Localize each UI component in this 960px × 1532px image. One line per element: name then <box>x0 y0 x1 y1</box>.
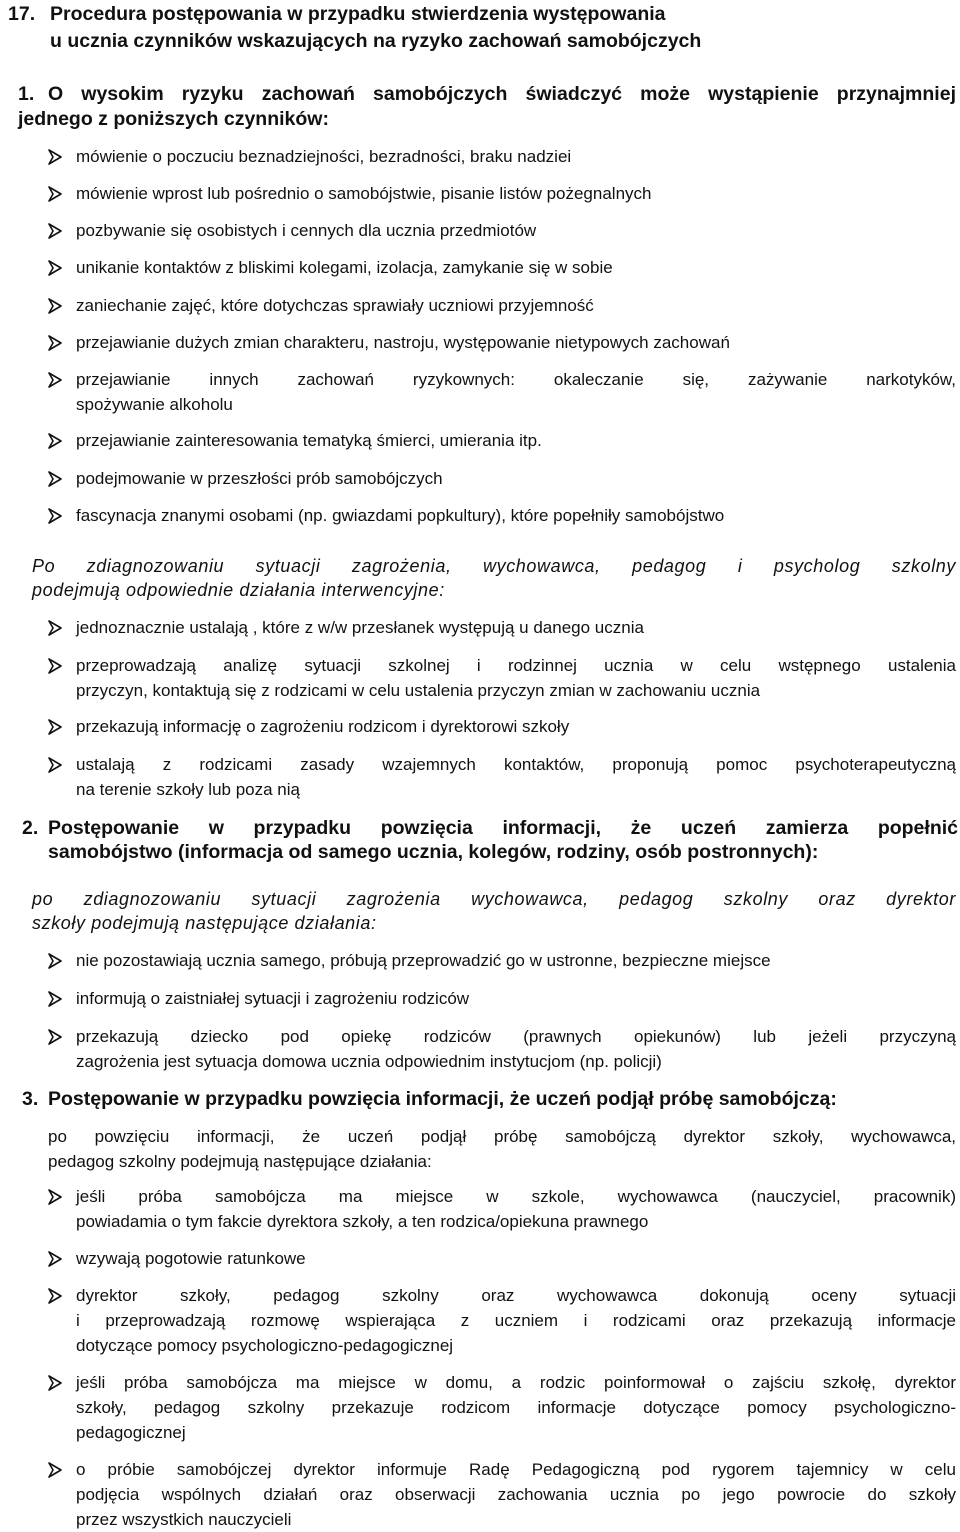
list-item-line: o próbie samobójczej dyrektor informuje Radę Pedagogiczną pod rygorem tajemnicy w celu <box>76 1460 956 1479</box>
point2-heading-line2: samobójstwo (informacja od samego ucznia, kolegów, rodziny, osób postronnych): <box>48 841 819 863</box>
list-item-line: pozbywanie się osobistych i cennych dla ucznia przedmiotów <box>76 221 537 240</box>
list-item-line: jeśli próba samobójcza ma miejsce w szkole, wychowawca (nauczyciel, pracownik) <box>76 1187 956 1206</box>
list-item-line: jednoznacznie ustalają , które z w/w przesłanek występują u danego ucznia <box>76 618 644 637</box>
list-item-line: podejmowanie w przeszłości prób samobójczych <box>76 469 443 488</box>
list-item-line: pedagogicznej <box>76 1423 186 1442</box>
intro-line: pedagog szkolny podejmują następujące działania: <box>48 1152 432 1171</box>
list-item-text <box>76 367 956 417</box>
section-number: 17. <box>8 3 36 25</box>
list-item-text <box>76 218 956 243</box>
list-item-line: fascynacja znanymi osobami (np. gwiazdami popkultury), które popełniły samobójstwo <box>76 506 725 525</box>
list-item-text <box>76 1457 956 1532</box>
list-item-line: przekazują dziecko pod opiekę rodziców (prawnych opiekunów) lub jeżeli przyczyną <box>76 1027 956 1046</box>
arrow-bullet-icon <box>48 184 62 200</box>
arrow-bullet-icon <box>48 1373 62 1389</box>
list-item-line: unikanie kontaktów z bliskimi kolegami, izolacja, zamykanie się w sobie <box>76 258 613 277</box>
point2-actions-intro <box>32 887 956 935</box>
point2-number: 2. <box>22 817 39 839</box>
intro-line: po powzięciu informacji, że uczeń podjął próbę samobójczą dyrektor szkoły, wychowawca, <box>48 1127 956 1146</box>
list-item-text <box>76 503 956 528</box>
list-item-line: mówienie o poczuciu beznadziejności, bezradności, braku nadziei <box>76 147 572 166</box>
italic-line: Po zdiagnozowaniu sytuacji zagrożenia, wychowawca, pedagog i psycholog szkolny <box>32 556 956 576</box>
point1-heading-line1: O wysokim ryzyku zachowań samobójczych świadczyć może wystąpienie przynajmniej <box>48 83 956 105</box>
list-item-line: szkoły, pedagog szkolny przekazuje rodzicom informacje dotyczące pomocy psychologiczno- <box>76 1398 956 1417</box>
list-item-line: przeprowadzają analizę sytuacji szkolnej i rodzinnej ucznia w celu wstępnego ustalenia <box>76 656 956 675</box>
list-item-text <box>76 428 956 453</box>
list-item-line: nie pozostawiają ucznia samego, próbują przeprowadzić go w ustronne, bezpieczne miejsce <box>76 951 771 970</box>
list-item-line: przyczyn, kontaktują się z rodzicami w celu ustalenia przyczyn zmian w zachowaniu ucznia <box>76 681 761 700</box>
list-item-text <box>76 714 956 739</box>
list-item-text <box>76 293 956 318</box>
section-title-line2: u ucznia czynników wskazujących na ryzyko zachowań samobójczych <box>50 30 702 52</box>
list-item-line: zagrożenia jest sytuacja domowa ucznia odpowiednim instytucjom (np. policji) <box>76 1052 662 1071</box>
arrow-bullet-icon <box>48 989 62 1005</box>
italic-line: podejmują odpowiednie działania interwencyjne: <box>32 580 445 600</box>
arrow-bullet-icon <box>48 755 62 771</box>
arrow-bullet-icon <box>48 951 62 967</box>
list-item-line: przez wszystkich nauczycieli <box>76 1510 292 1529</box>
list-item-line: podjęcia wspólnych działań oraz obserwacji zachowania ucznia po jego powrocie do szkoły <box>76 1485 956 1504</box>
list-item-line: zaniechanie zajęć, które dotychczas sprawiały uczniowi przyjemność <box>76 296 594 315</box>
list-item-text <box>76 466 956 491</box>
arrow-bullet-icon <box>48 296 62 312</box>
list-item-line: spożywanie alkoholu <box>76 395 233 414</box>
arrow-bullet-icon <box>48 431 62 447</box>
list-item-line: informują o zaistniałej sytuacji i zagrożeniu rodziców <box>76 989 470 1008</box>
list-item-text <box>76 948 956 973</box>
list-item-text <box>76 752 956 802</box>
arrow-bullet-icon <box>48 618 62 634</box>
point1-heading-line2: jednego z poniższych czynników: <box>18 108 329 130</box>
point2-heading-line1: Postępowanie w przypadku powzięcia informacji, że uczeń zamierza popełnić <box>48 817 958 839</box>
arrow-bullet-icon <box>48 656 62 672</box>
point1-number: 1. <box>18 83 35 105</box>
arrow-bullet-icon <box>48 221 62 237</box>
italic-line: szkoły podejmują następujące działania: <box>32 913 377 933</box>
italic-line: po zdiagnozowaniu sytuacji zagrożenia wychowawca, pedagog szkolny oraz dyrektor <box>32 889 956 909</box>
arrow-bullet-icon <box>48 506 62 522</box>
list-item-text <box>76 615 956 640</box>
point3-intro <box>48 1124 956 1174</box>
point3-number: 3. <box>22 1088 39 1110</box>
list-item-text <box>76 1024 956 1074</box>
arrow-bullet-icon <box>48 370 62 386</box>
arrow-bullet-icon <box>48 1249 62 1265</box>
arrow-bullet-icon <box>48 1286 62 1302</box>
list-item-line: wzywają pogotowie ratunkowe <box>76 1249 306 1268</box>
arrow-bullet-icon <box>48 1027 62 1043</box>
list-item-text <box>76 181 956 206</box>
list-item-line: przekazują informację o zagrożeniu rodzicom i dyrektorowi szkoły <box>76 717 570 736</box>
list-item-text <box>76 653 956 703</box>
list-item-text <box>76 1370 956 1445</box>
point3-heading: Postępowanie w przypadku powzięcia informacji, że uczeń podjął próbę samobójczą: <box>48 1088 837 1110</box>
arrow-bullet-icon <box>48 469 62 485</box>
arrow-bullet-icon <box>48 333 62 349</box>
list-item-text <box>76 1246 956 1271</box>
arrow-bullet-icon <box>48 1460 62 1476</box>
arrow-bullet-icon <box>48 147 62 163</box>
list-item-line: dotyczące pomocy psychologiczno-pedagogicznej <box>76 1336 454 1355</box>
list-item-line: ustalają z rodzicami zasady wzajemnych kontaktów, proponują pomoc psychoterapeutyczną <box>76 755 956 774</box>
point1-intervention-intro <box>32 554 956 602</box>
list-item-line: powiadamia o tym fakcie dyrektora szkoły, a ten rodzica/opiekuna prawnego <box>76 1212 649 1231</box>
section-title-line1: Procedura postępowania w przypadku stwierdzenia występowania <box>50 3 666 25</box>
list-item-line: na terenie szkoły lub poza nią <box>76 780 300 799</box>
list-item-text <box>76 330 956 355</box>
list-item-line: przejawianie zainteresowania tematyką śmierci, umierania itp. <box>76 431 542 450</box>
arrow-bullet-icon <box>48 258 62 274</box>
list-item-line: przejawianie dużych zmian charakteru, nastroju, występowanie nietypowych zachowań <box>76 333 730 352</box>
list-item-line: jeśli próba samobójcza ma miejsce w domu, a rodzic poinformował o zajściu szkołę, dyrektor <box>76 1373 956 1392</box>
arrow-bullet-icon <box>48 1187 62 1203</box>
list-item-text <box>76 986 956 1011</box>
list-item-line: mówienie wprost lub pośrednio o samobójstwie, pisanie listów pożegnalnych <box>76 184 652 203</box>
list-item-text <box>76 1283 956 1358</box>
list-item-text <box>76 255 956 280</box>
list-item-line: przejawianie innych zachowań ryzykownych: okaleczanie się, zażywanie narkotyków, <box>76 370 956 389</box>
list-item-text <box>76 144 956 169</box>
arrow-bullet-icon <box>48 717 62 733</box>
list-item-line: i przeprowadzają rozmowę wspierająca z uczniem i rodzicami oraz przekazują informacje <box>76 1311 956 1330</box>
list-item-line: dyrektor szkoły, pedagog szkolny oraz wychowawca dokonują oceny sytuacji <box>76 1286 956 1305</box>
list-item-text <box>76 1184 956 1234</box>
